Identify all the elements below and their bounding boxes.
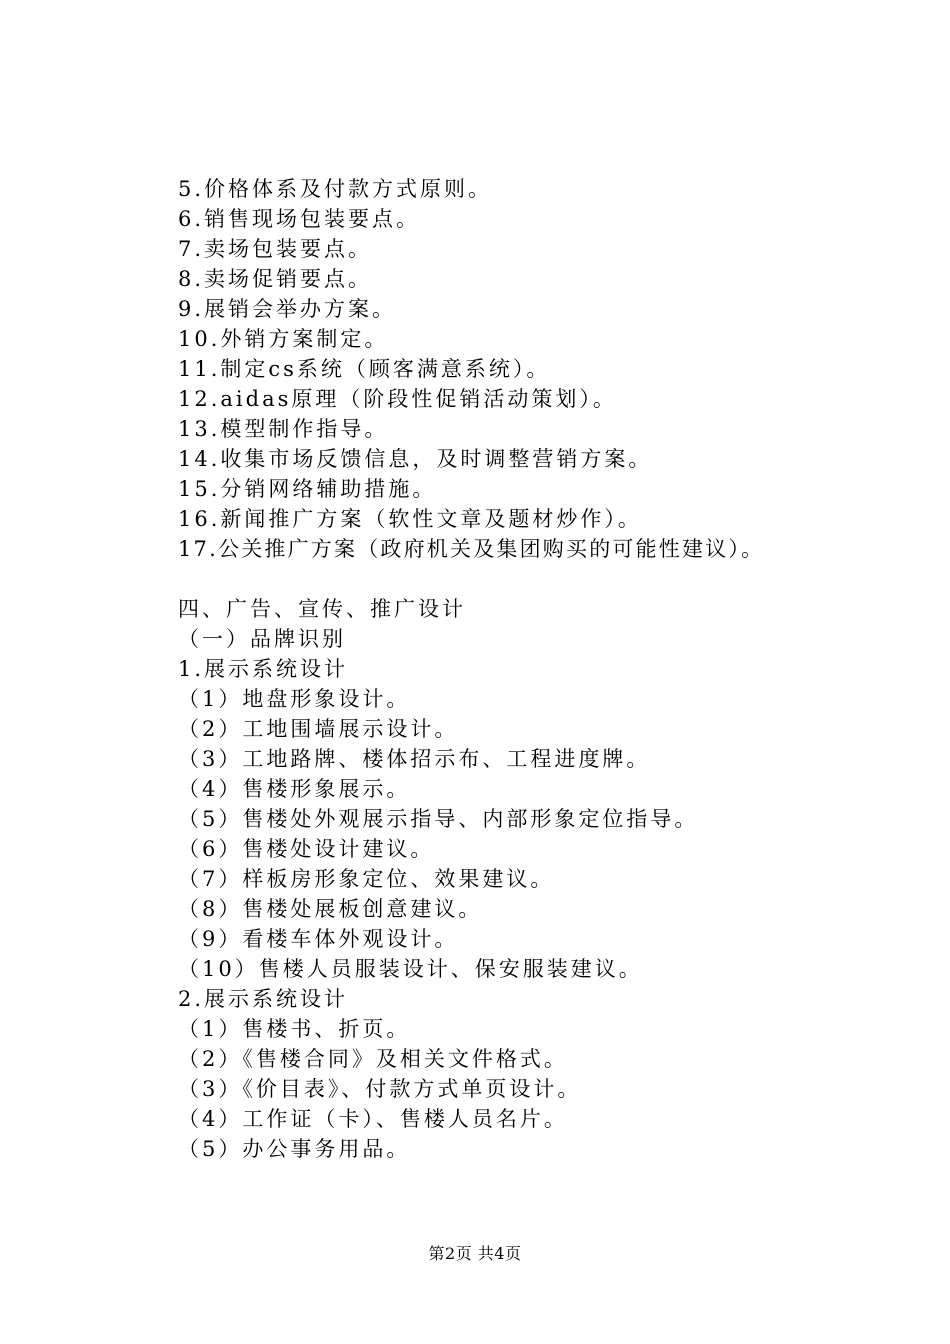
list-item-10: 10.外销方案制定。 (178, 327, 389, 351)
group1-item: （5）售楼处外观展示指导、内部形象定位指导。 (178, 807, 699, 831)
group1-item: （7）样板房形象定位、效果建议。 (178, 867, 555, 891)
group1-item: （1）地盘形象设计。 (178, 687, 411, 711)
list-item-16: 16.新闻推广方案（软性文章及题材炒作）。 (178, 507, 642, 531)
group1-item: （6）售楼处设计建议。 (178, 837, 435, 861)
list-item-12: 12.aidas原理（阶段性促销活动策划）。 (178, 387, 617, 411)
list-item-13: 13.模型制作指导。 (178, 417, 389, 441)
list-item-6: 6.销售现场包装要点。 (178, 207, 421, 231)
list-item-5: 5.价格体系及付款方式原则。 (178, 177, 493, 201)
group2-item: （2）《售楼合同》及相关文件格式。 (178, 1047, 568, 1071)
group2-item: （4）工作证（卡）、售楼人员名片。 (178, 1107, 568, 1131)
sub-heading: （一）品牌识别 (178, 627, 346, 651)
group1-item: （4）售楼形象展示。 (178, 777, 411, 801)
list-item-17: 17.公关推广方案（政府机关及集团购买的可能性建议）。 (178, 537, 765, 561)
group-title-1: 1.展示系统设计 (178, 657, 349, 681)
group2-item: （5）办公事务用品。 (178, 1137, 411, 1161)
group1-item: （2）工地围墙展示设计。 (178, 717, 459, 741)
section-heading: 四、广告、宣传、推广设计 (178, 597, 466, 621)
group-title-2: 2.展示系统设计 (178, 987, 349, 1011)
list-item-7: 7.卖场包装要点。 (178, 237, 373, 261)
list-item-8: 8.卖场促销要点。 (178, 267, 373, 291)
group2-item: （1）售楼书、折页。 (178, 1017, 411, 1041)
group2-item: （3）《价目表》、付款方式单页设计。 (178, 1077, 582, 1101)
group1-item: （8）售楼处展板创意建议。 (178, 897, 483, 921)
list-item-14: 14.收集市场反馈信息，及时调整营销方案。 (178, 447, 653, 471)
list-item-15: 15.分销网络辅助措施。 (178, 477, 437, 501)
document-body (178, 174, 878, 1164)
group1-item: （10）售楼人员服装设计、保安服装建议。 (178, 957, 643, 981)
list-item-9: 9.展销会举办方案。 (178, 297, 397, 321)
list-item-11: 11.制定cs系统（顾客满意系统）。 (178, 357, 551, 381)
group1-item: （9）看楼车体外观设计。 (178, 927, 459, 951)
group1-item: （3）工地路牌、楼体招示布、工程进度牌。 (178, 747, 651, 771)
page-footer: 第2页 共4页 (428, 1244, 522, 1263)
